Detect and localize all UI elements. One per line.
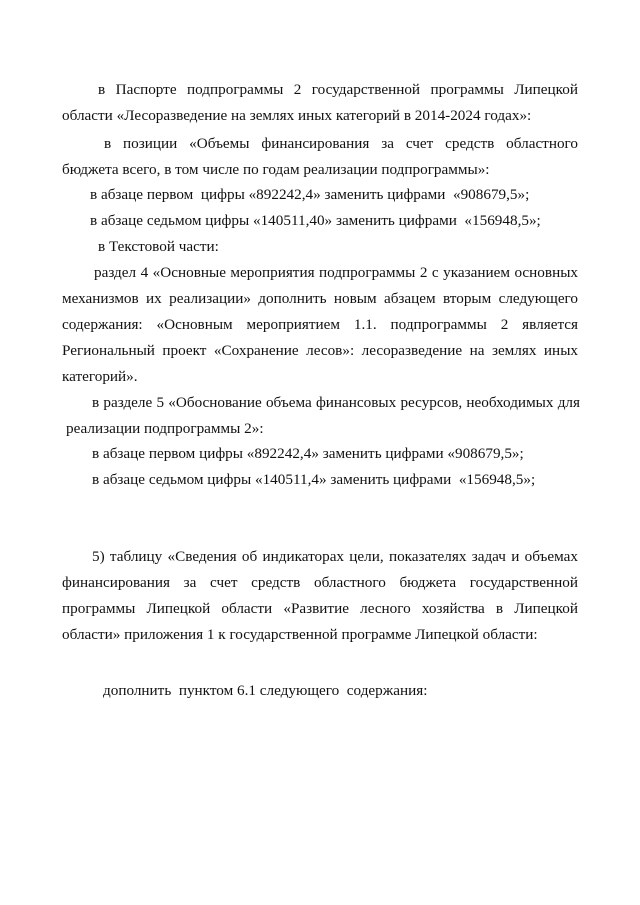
paragraph-supplement	[103, 678, 573, 704]
text-line: реализации подпрограммы 2»:	[66, 420, 264, 437]
text-line: категорий».	[62, 368, 138, 385]
paragraph-first-abzac	[90, 182, 580, 208]
text-line: области» приложения 1 к государственной программе Липецкой области:	[62, 626, 538, 643]
text-line: в абзаце первом цифры «892242,4» заменить цифрами «908679,5»;	[90, 186, 530, 203]
text-line: финансирования за счет средств областного бюджета государственной	[62, 574, 578, 591]
text-line: Региональный проект «Сохранение лесов»: лесоразведение на землях иных	[62, 342, 578, 359]
text-line: раздел 4 «Основные мероприятия подпрограммы 2 с указанием основных	[94, 264, 578, 281]
paragraph-section-5-first	[92, 441, 580, 467]
text-line: в Текстовой части:	[98, 238, 219, 255]
paragraph-section-4	[62, 260, 578, 390]
text-line: в абзаце седьмом цифры «140511,40» заменить цифрами «156948,5»;	[90, 212, 541, 229]
paragraph-seventh-abzac	[90, 208, 580, 234]
paragraph-financing-position	[62, 131, 578, 183]
paragraph-section-5	[66, 390, 580, 442]
paragraph-item-5	[62, 544, 578, 648]
text-line: программы Липецкой области «Развитие лесного хозяйства в Липецкой	[62, 600, 578, 617]
text-line: в позиции «Объемы финансирования за счет средств областного	[104, 135, 578, 152]
text-line: содержания: «Основным мероприятием 1.1. подпрограммы 2 является	[62, 316, 578, 333]
text-line: дополнить пунктом 6.1 следующего содержания:	[103, 682, 428, 699]
text-line: в Паспорте подпрограммы 2 государственной программы Липецкой	[98, 81, 578, 98]
text-line: в абзаце первом цифры «892242,4» заменить цифрами «908679,5»;	[92, 445, 524, 462]
text-line: 5) таблицу «Сведения об индикаторах цели, показателях задач и объемах	[92, 548, 578, 565]
paragraph-section-5-seventh	[92, 467, 580, 493]
text-line: бюджета всего, в том числе по годам реализации подпрограммы»:	[62, 161, 490, 178]
paragraph-text-part	[98, 234, 578, 260]
text-line: в абзаце седьмом цифры «140511,4» заменить цифрами «156948,5»;	[92, 471, 536, 488]
paragraph-passport	[62, 77, 578, 129]
text-line: в разделе 5 «Обоснование объема финансовых ресурсов, необходимых для	[92, 394, 580, 411]
text-line: области «Лесоразведение на землях иных категорий в 2014-2024 годах»:	[62, 107, 532, 124]
text-line: механизмов их реализации» дополнить новым абзацем вторым следующего	[62, 290, 578, 307]
